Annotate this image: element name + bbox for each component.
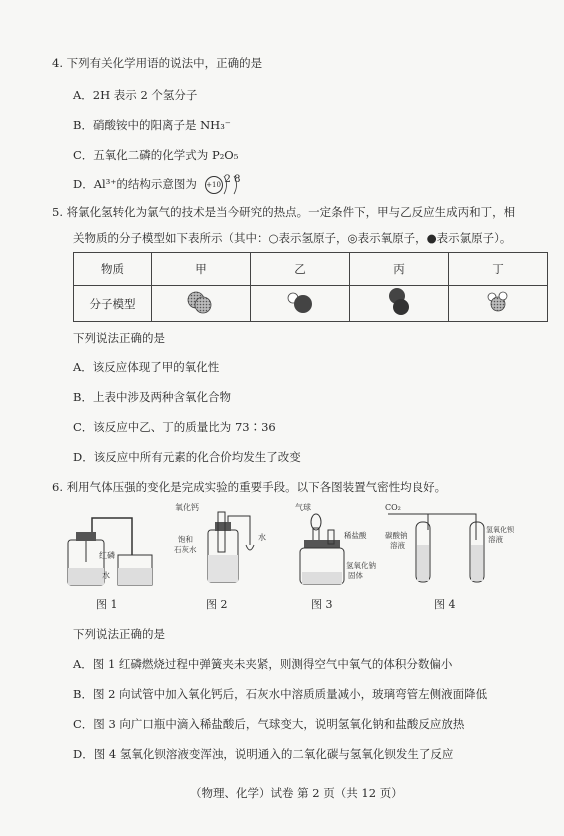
model-ding — [449, 286, 548, 322]
table-row — [74, 286, 548, 322]
figure-3-label: 图 3 — [311, 598, 333, 611]
fig4-left-label-2: 溶液 — [390, 541, 405, 550]
figure-2-label: 图 2 — [206, 598, 228, 611]
fig4-right-label-1: 氢氧化钡 — [486, 526, 514, 534]
table-header-cell: 物质 — [74, 253, 152, 286]
water-model-icon — [478, 288, 518, 316]
q5-option-d: D．该反应中所有元素的化合价均发生了改变 — [73, 450, 301, 464]
fig3-acid-label: 稀盐酸 — [344, 531, 367, 540]
model-jia — [152, 286, 251, 322]
q6-stem: 6. 利用气体压强的变化是完成实验的重要手段。以下各图装置气密性均良好。 — [52, 480, 447, 494]
ion-shell-electrons: 2 8 — [224, 174, 241, 185]
ion-structure-diagram — [205, 176, 253, 194]
fig3-balloon-label: 气球 — [295, 503, 311, 512]
hcl-molecule-icon — [181, 288, 221, 316]
fig2-reagent-label: 氧化钙 — [175, 503, 199, 512]
q5-stem-line1: 5. 将氯化氢转化为氯气的技术是当今研究的热点。一定条件下，甲与乙反应生成丙和丁，相 — [52, 205, 516, 219]
figure-4-diagram — [380, 500, 514, 590]
q6-option-a: A．图 1 红磷燃烧过程中弹簧夹未夹紧，则测得空气中氧气的体积分数偏小 — [73, 657, 453, 671]
q6-sub: 下列说法正确的是 — [73, 627, 165, 641]
figure-4-label: 图 4 — [434, 598, 456, 611]
q6-option-c: C．图 3 向广口瓶中滴入稀盐酸后，气球变大，说明氢氧化钠和盐酸反应放热 — [73, 717, 465, 731]
q4-option-d — [73, 176, 253, 194]
fig2-water-label: 水 — [258, 533, 266, 542]
q5-option-a: A．该反应体现了甲的氧化性 — [73, 360, 220, 374]
fig1-phosphorus-label: 红磷 — [99, 551, 115, 560]
q5-option-c: C．该反应中乙、丁的质量比为 73∶36 — [73, 420, 276, 434]
fig4-left-label-1: 碳酸钠 — [385, 531, 408, 540]
q5-sub: 下列说法正确的是 — [73, 331, 165, 345]
page-footer: （物理、化学）试卷 第 2 页（共 12 页） — [190, 786, 403, 800]
figure-1-label: 图 1 — [96, 598, 118, 611]
model-yi — [251, 286, 350, 322]
fig2-limewater-label-2: 石灰水 — [174, 545, 197, 554]
q4-stem: 4. 下列有关化学用语的说法中，正确的是 — [52, 56, 263, 70]
fig4-gas-label: CO₂ — [385, 503, 401, 512]
fig1-water-label: 水 — [102, 571, 110, 580]
q5-stem-line2: 关物质的分子模型如下表所示（其中：○表示氢原子，◎表示氧原子，●表示氯原子）。 — [73, 231, 512, 245]
q4-option-c: C．五氧化二磷的化学式为 P₂O₅ — [73, 148, 239, 162]
fig2-limewater-label-1: 饱和 — [178, 535, 193, 544]
q4-option-a: A．2H 表示 2 个氢分子 — [73, 88, 198, 102]
cl2-model-icon — [379, 287, 419, 317]
ion-shell-arcs — [220, 174, 250, 196]
ion-nucleus: +10 — [205, 176, 223, 194]
table-header-cell: 丁 — [449, 253, 548, 286]
hcl-model-icon — [280, 288, 320, 316]
table-row-label: 分子模型 — [74, 286, 152, 322]
table-header-cell: 乙 — [251, 253, 350, 286]
table-header-cell: 甲 — [152, 253, 251, 286]
table-header-row — [74, 253, 548, 286]
table-header-cell: 丙 — [350, 253, 449, 286]
q6-option-d: D．图 4 氢氧化钡溶液变浑浊，说明通入的二氧化碳与氢氧化钡发生了反应 — [73, 747, 454, 761]
figure-1-diagram — [62, 510, 162, 590]
fig4-right-label-2: 溶液 — [488, 535, 503, 544]
figure-3-diagram — [290, 500, 390, 590]
q4-option-b: B．硝酸铵中的阳离子是 NH₃⁻ — [73, 118, 231, 132]
q4-option-d-text: D．Al³⁺的结构示意图为 — [73, 177, 197, 191]
fig3-solid-label-2: 固体 — [348, 571, 363, 580]
q5-option-b: B．上表中涉及两种含氧化合物 — [73, 390, 231, 404]
figure-2-diagram — [170, 500, 280, 590]
fig3-solid-label-1: 氢氧化钠 — [346, 561, 376, 570]
q6-option-b: B．图 2 向试管中加入氧化钙后，石灰水中溶质质量减小，玻璃弯管左侧液面降低 — [73, 687, 488, 701]
model-bing — [350, 286, 449, 322]
molecule-model-table — [73, 252, 548, 322]
